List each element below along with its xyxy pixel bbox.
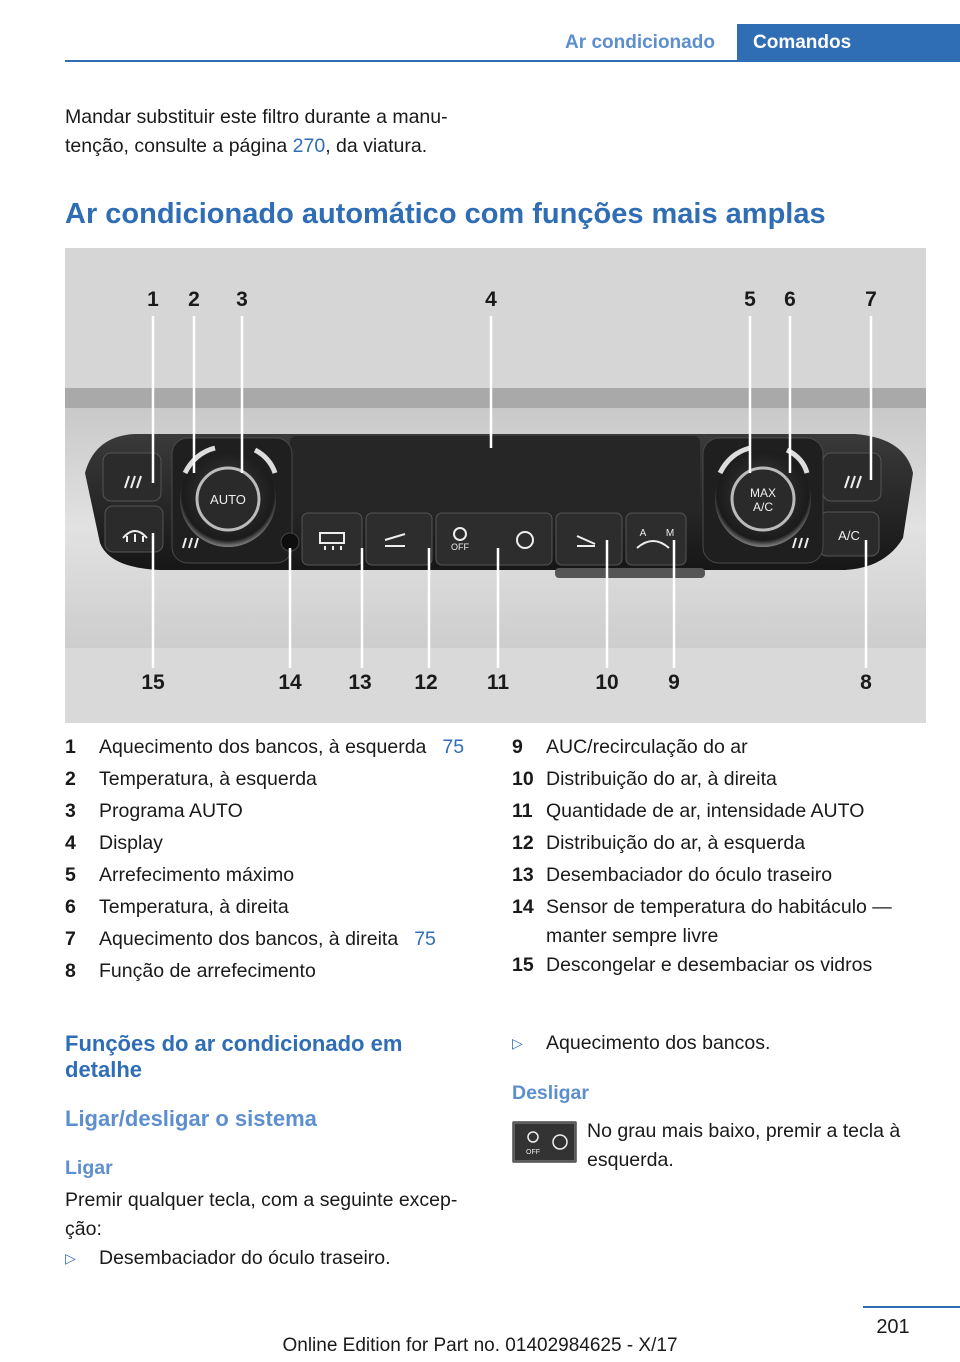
right-bullet: ▷ Aquecimento dos bancos. — [512, 1029, 770, 1058]
on-off-subheading: Ligar/desligar o sistema — [65, 1106, 317, 1131]
intro-line-1: Mandar substituir este filtro durante a manu- — [65, 106, 448, 128]
intro-line-2: tenção, consulte a página 270, da viatura. — [65, 135, 428, 157]
edition-footer: Online Edition for Part no. 01402984625 - X/17 — [282, 1335, 678, 1356]
legend-item: 7 Aquecimento dos bancos, à direita 75 — [65, 925, 436, 954]
callout-11: 11 — [486, 671, 510, 694]
callout-5: 5 — [744, 288, 756, 311]
callout-2: 2 — [188, 288, 200, 311]
legend-item: 5 Arrefecimento máximo — [65, 864, 295, 886]
callout-14: 14 — [278, 671, 302, 694]
callout-8: 8 — [860, 671, 872, 694]
legend-item: 13 Desembaciador do óculo traseiro — [512, 864, 833, 886]
legend-item: 1 Aquecimento dos bancos, à esquerda 75 — [65, 733, 464, 762]
max-ac-button-label: A/C — [752, 500, 774, 514]
callout-1: 1 — [147, 288, 159, 311]
intro-paragraph — [65, 103, 485, 161]
callout-7: 7 — [865, 288, 877, 311]
functions-heading: Funções do ar condicionado em detalhe — [65, 1031, 403, 1082]
callout-4: 4 — [485, 288, 497, 311]
callout-13: 13 — [348, 671, 372, 694]
off-heading: Desligar — [512, 1082, 589, 1104]
on-paragraph: Premir qualquer tecla, com a seguinte excep- ção: — [65, 1189, 458, 1240]
svg-text:OFF: OFF — [526, 1149, 540, 1156]
legend-item: 8 Função de arrefecimento — [65, 960, 316, 982]
legend-item: 4 Display — [65, 832, 163, 854]
triangle-bullet-icon: ▷ — [512, 1035, 523, 1051]
on-bullet: ▷ Desembaciador do óculo traseiro. — [65, 1244, 391, 1273]
header-section-label: Ar condicionado — [565, 31, 715, 53]
callout-3: 3 — [236, 288, 248, 311]
fan-off-button-icon — [512, 1121, 577, 1163]
callout-9: 9 — [668, 671, 680, 694]
off-paragraph: No grau mais baixo, premir a tecla à esquerda. — [587, 1120, 901, 1171]
climate-panel-illustration — [65, 248, 926, 723]
legend-item: 10 Distribuição do ar, à direita — [512, 768, 777, 790]
legend-item: 11 Quantidade de ar, intensidade AUTO — [512, 800, 865, 822]
callout-15: 15 — [141, 671, 165, 694]
legend-item: 14 Sensor de temperatura do habitáculo — manter sempre livre — [512, 896, 892, 947]
legend-item: 9 AUC/recirculação do ar — [512, 736, 748, 758]
max-button-label: MAX — [749, 486, 777, 500]
legend-item: 12 Distribuição do ar, à esquerda — [512, 832, 806, 854]
ac-button-label: A/C — [838, 528, 860, 543]
legend-item: 2 Temperatura, à esquerda — [65, 768, 317, 790]
legend-item: 15 Descongelar e desembaciar os vidros — [512, 954, 873, 976]
section-title: Ar condicionado automático com funções mais amplas — [65, 198, 826, 230]
header-rule — [65, 60, 960, 62]
footer-rule — [863, 1306, 960, 1308]
auc-a-label: A — [639, 528, 647, 539]
callout-6: 6 — [784, 288, 796, 311]
callout-10: 10 — [595, 671, 619, 694]
header-chapter-tab: Comandos — [737, 24, 960, 61]
callout-12: 12 — [414, 671, 438, 694]
auc-m-label: M — [665, 528, 675, 539]
climate-panel-figure — [65, 248, 926, 723]
on-heading: Ligar — [65, 1157, 113, 1179]
legend-item: 6 Temperatura, à direita — [65, 896, 289, 918]
page-ref-link[interactable]: 75 — [414, 928, 436, 950]
off-button-label: OFF — [451, 542, 469, 552]
auto-button-label: AUTO — [210, 492, 246, 507]
triangle-bullet-icon: ▷ — [65, 1250, 76, 1266]
page-ref-link[interactable]: 270 — [292, 135, 326, 157]
page-number: 201 — [876, 1316, 910, 1338]
legend-item: 3 Programa AUTO — [65, 800, 243, 822]
page-ref-link[interactable]: 75 — [442, 736, 465, 758]
